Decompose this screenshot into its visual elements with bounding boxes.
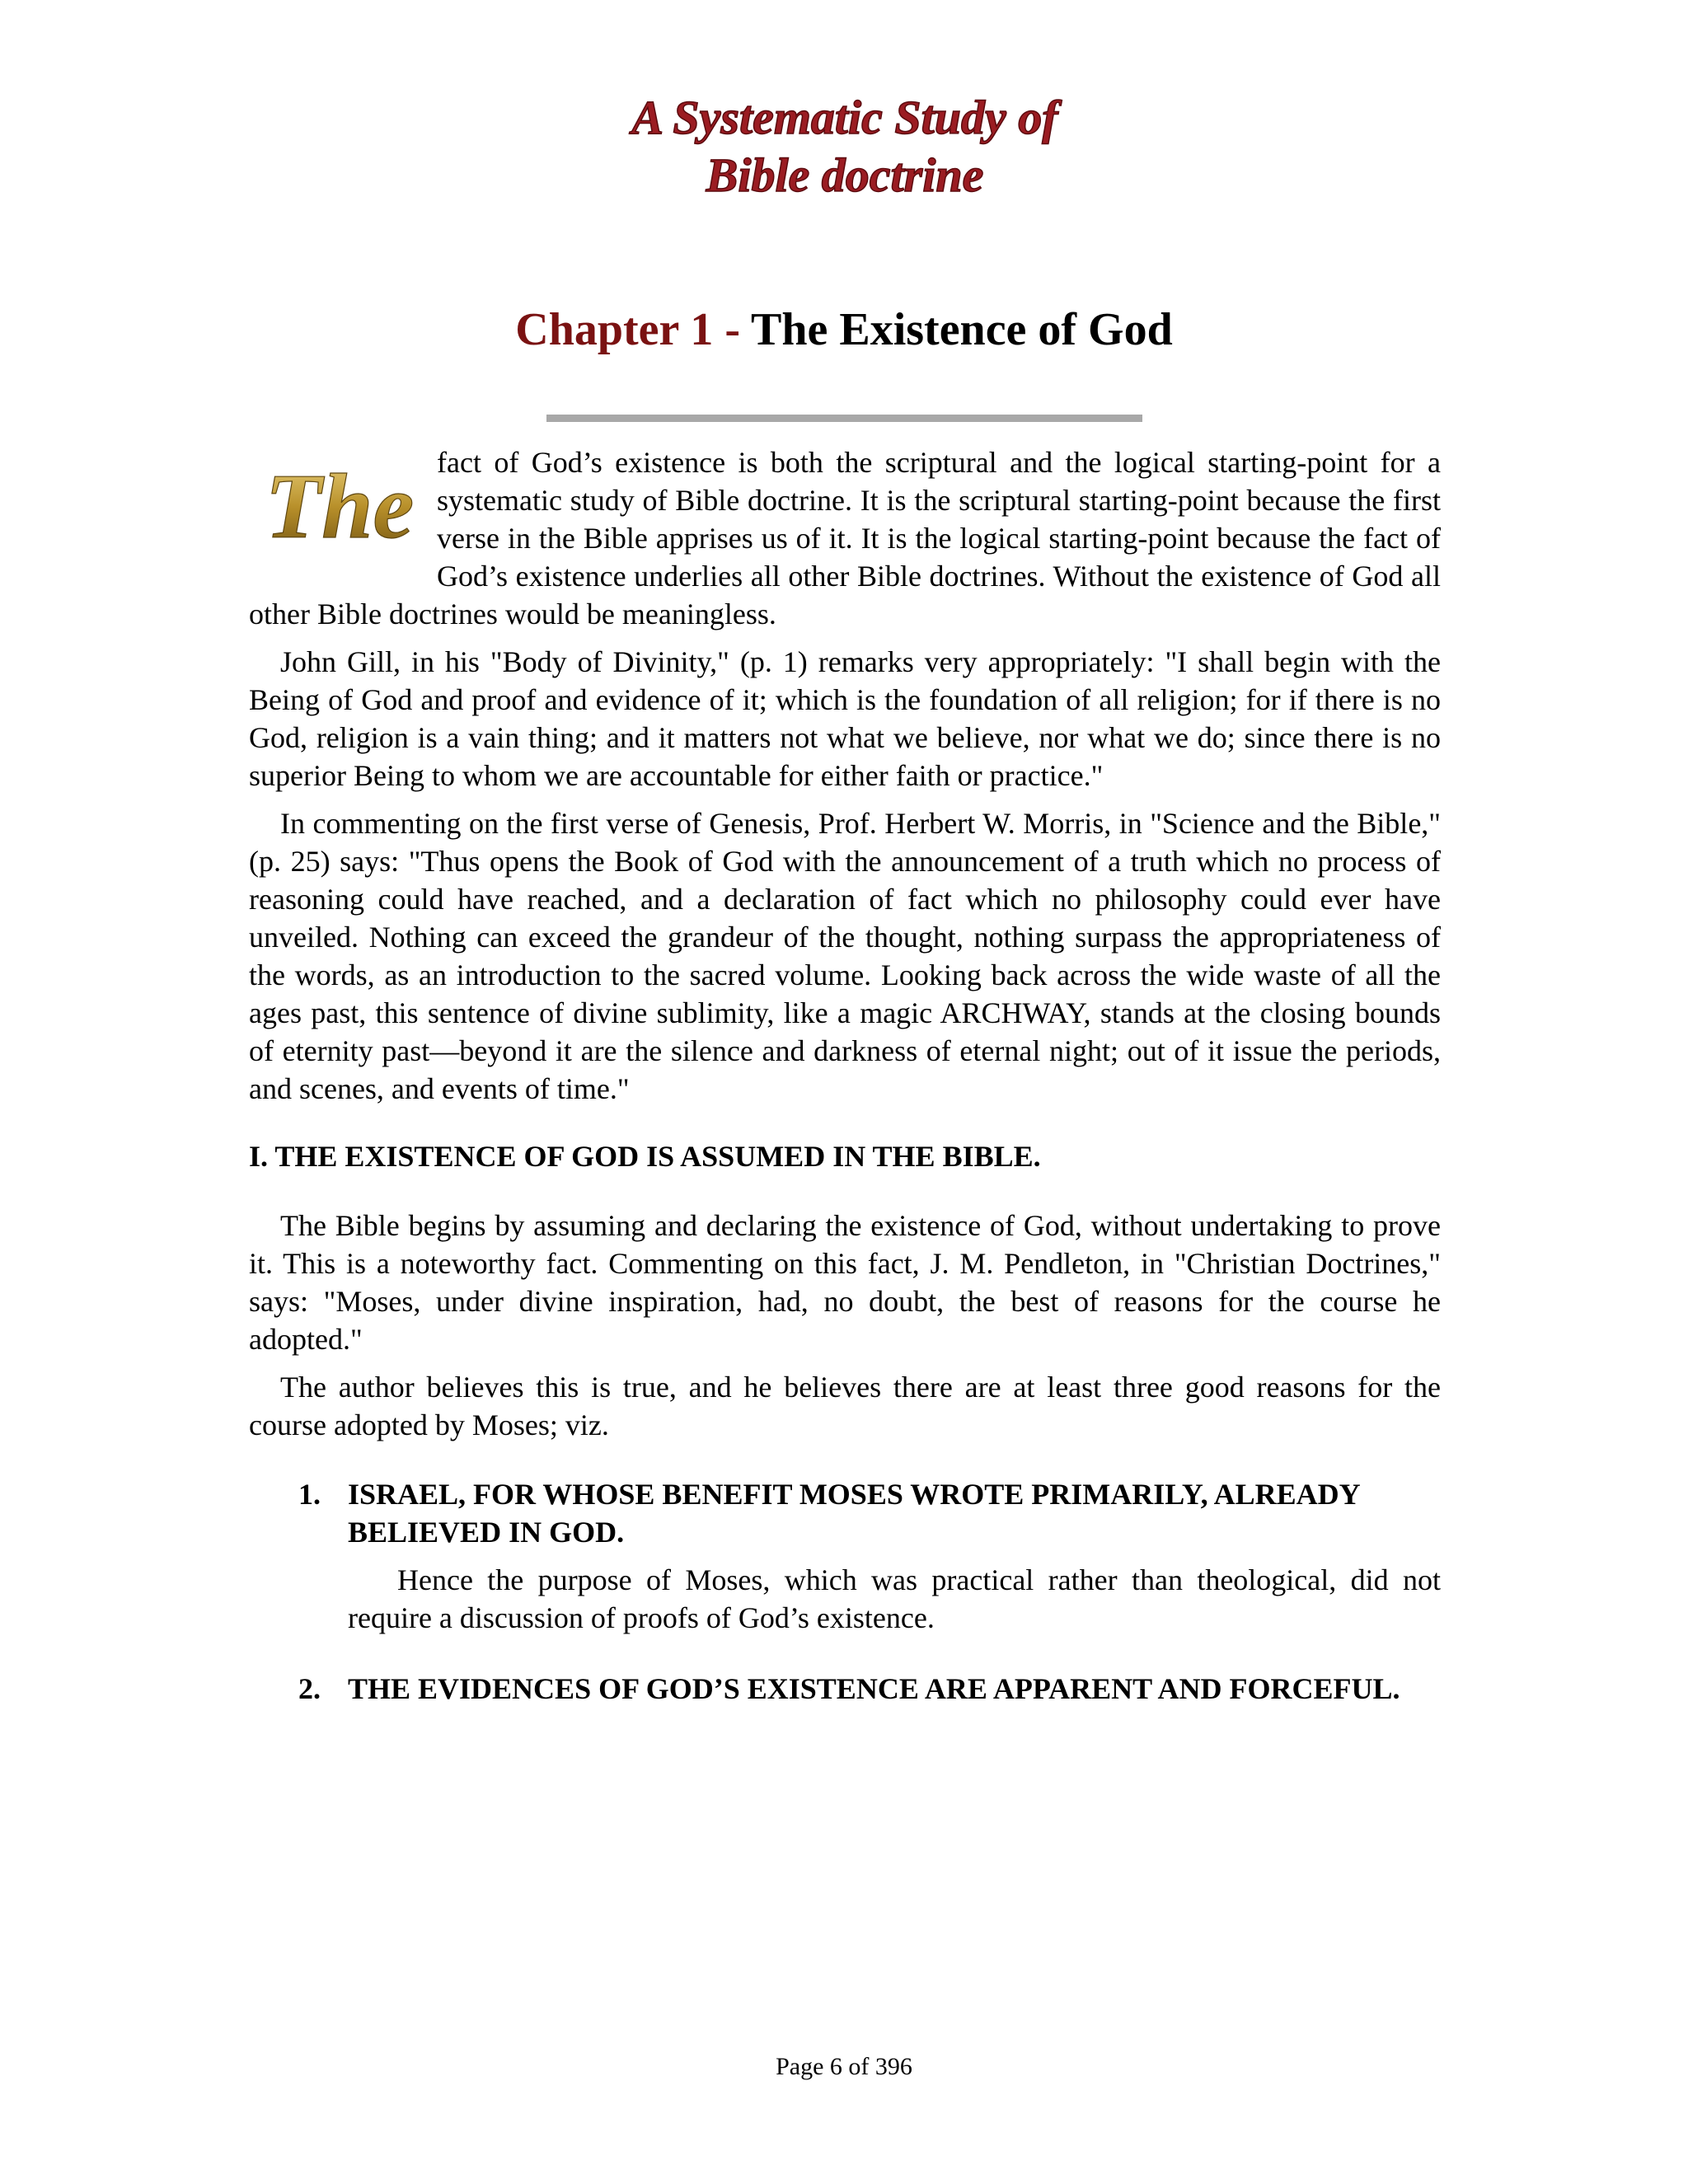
dropcap-text: The: [265, 456, 415, 558]
intro-paragraph-1: fact of God’s existence is both the scriptural and the logical starting-point for a systematic study of Bible doctrine. It is the scriptural starting-point because the first verse in the Bible apprises us of it. It is the logical starting-point because the fact of God’s existence underlies all other Bible doctrines. Without the existence of God all other Bible doctrines would be meaningless.: [249, 446, 1441, 630]
chapter-body: [249, 443, 1441, 1741]
reason-body: Hence the purpose of Moses, which was practical rather than theological, did not require a discussion of proofs of God’s existence.: [348, 1563, 1441, 1634]
section-paragraph-2: The author believes this is true, and he believes there are at least three good reasons for the course adopted by Moses; viz.: [249, 1371, 1441, 1441]
banner-line-2: Bible doctrine: [706, 148, 984, 202]
section-heading: I. THE EXISTENCE OF GOD IS ASSUMED IN THE BIBLE.: [249, 1140, 1041, 1173]
chapter-name: The Existence of God: [750, 304, 1173, 355]
reason-number: 2.: [298, 1672, 321, 1705]
intro-paragraph-2: John Gill, in his "Body of Divinity," (p. 1) remarks very appropriately: "I shall begin with the Being of God and proof and evidence of it; which is the foundation of all religion; for if there is no God, religion is a vain thing; and it matters not what we believe, nor what we do; since there is no superior Being to whom we are accountable for either faith or practice.": [249, 645, 1441, 792]
reasons-list: [249, 1475, 1441, 1708]
book-title-banner: [495, 91, 1195, 214]
section-paragraph-1: The Bible begins by assuming and declaring the existence of God, without undertaking to prove it. This is a noteworthy fact. Commenting on this fact, J. M. Pendleton, in "Christian Doctrines," says: "Moses, under divine inspiration, had, no doubt, the best of reasons for the course he adopted.": [249, 1209, 1441, 1356]
reason-heading: THE EVIDENCES OF GOD’S EXISTENCE ARE APPARENT AND FORCEFUL.: [348, 1672, 1400, 1705]
reason-item-2: [249, 1670, 1441, 1708]
chapter-title: [0, 297, 1688, 363]
banner-graphic: [495, 91, 1195, 214]
chapter-label: Chapter 1 -: [515, 304, 740, 355]
banner-line-1: A Systematic Study of: [631, 91, 1058, 144]
reason-item-1: [249, 1475, 1441, 1637]
reason-heading: ISRAEL, FOR WHOSE BENEFIT MOSES WROTE PRIMARILY, ALREADY BELIEVED IN GOD.: [348, 1478, 1360, 1549]
reason-number: 1.: [298, 1478, 321, 1511]
title-divider: [546, 415, 1142, 422]
page-number: Page 6 of 396: [776, 2053, 912, 2080]
decorative-dropcap: [249, 448, 430, 562]
intro-paragraph-3: In commenting on the first verse of Genesis, Prof. Herbert W. Morris, in "Science and the Bible," (p. 25) says: "Thus opens the Book of God with the announcement of a truth which no process of reasoning could have reached, and a declaration of fact which no philosophy could ever have unveiled. Nothing can exceed the grandeur of the thought, nothing surpass the appropriateness of the words, as an introduction to the sacred volume. Looking back across the wide waste of all the ages past, this sentence of divine sublimity, like a magic ARCHWAY, stands at the closing bounds of eternity past—beyond it are the silence and darkness of eternal night; out of it issue the periods, and scenes, and events of time.": [249, 807, 1441, 1105]
